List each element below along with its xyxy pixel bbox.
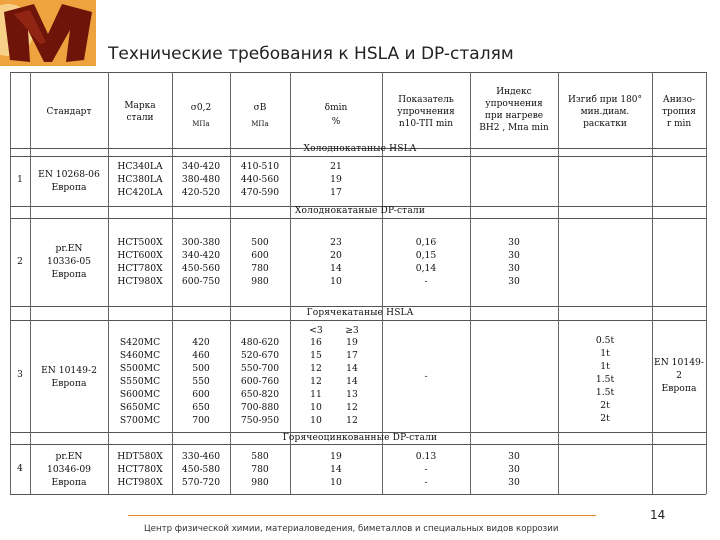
header-n-index: Показатель упрочнения n10-ТП min bbox=[397, 95, 455, 129]
row-grades: HDT580X HCT780X HCT980X bbox=[117, 451, 163, 488]
column-divider bbox=[652, 72, 653, 494]
header-grade: Марка стали bbox=[124, 101, 156, 123]
table-left-border bbox=[10, 72, 11, 494]
row-grades: HCT500X HCT600X HCT780X HCT980X bbox=[117, 237, 163, 287]
section-divider bbox=[10, 218, 706, 219]
row-elongation-thin-header: <3 bbox=[309, 325, 323, 336]
header-delta: δmin bbox=[324, 103, 348, 113]
row-number: 4 bbox=[17, 464, 23, 474]
row-number: 2 bbox=[17, 257, 23, 267]
logo-mark-icon bbox=[0, 0, 96, 66]
section-divider bbox=[10, 306, 706, 307]
row-elongation-thin: 16 15 12 12 11 10 10 bbox=[310, 337, 322, 426]
row-bend: 0.5t 1t 1t 1.5t 1.5t 2t 2t bbox=[595, 335, 615, 424]
table-top-border bbox=[10, 72, 706, 73]
row-standard: pr.EN 10346-09 Европа bbox=[46, 451, 92, 488]
row-number: 3 bbox=[17, 370, 23, 380]
header-bend: Изгиб при 180° мин.диам. раскатки bbox=[567, 95, 643, 129]
row-yield: 340-420 380-480 420-520 bbox=[181, 161, 221, 198]
row-standard: EN 10268-06 Европа bbox=[38, 169, 100, 193]
section-divider bbox=[10, 444, 706, 445]
row-n-index: 0,16 0,15 0,14 - bbox=[415, 237, 437, 287]
row-bh-index: 30 30 30 30 bbox=[508, 237, 520, 287]
row-bh-index: 30 30 30 bbox=[508, 451, 520, 488]
header-sigma02-unit: МПа bbox=[192, 120, 210, 128]
row-tensile: 580 780 980 bbox=[251, 451, 269, 488]
row-standard: EN 10149-2 Европа bbox=[41, 365, 97, 389]
footer-text: Центр физической химии, материаловедения, биметаллов и специальных видов коррозии bbox=[144, 524, 559, 534]
table-right-border bbox=[706, 72, 707, 494]
column-divider bbox=[558, 72, 559, 494]
section-divider bbox=[10, 320, 706, 321]
header-sigma02: σ0,2 bbox=[190, 103, 212, 113]
row-elongation: 19 14 10 bbox=[330, 451, 342, 488]
row-elongation-thick: 19 17 14 14 13 12 12 bbox=[346, 337, 358, 426]
header-sigmaB: σВ bbox=[253, 103, 267, 113]
row-anisotropy: EN 10149- 2 Европа bbox=[654, 357, 704, 394]
row-tensile: 480-620 520-670 550-700 600-760 650-820 700-880 750-950 bbox=[240, 337, 280, 426]
page-number: 14 bbox=[650, 508, 666, 522]
row-elongation: 23 20 14 10 bbox=[330, 237, 342, 287]
header-anisotropy: Анизо- тропия r min bbox=[662, 95, 696, 129]
row-yield: 330-460 450-580 570-720 bbox=[181, 451, 221, 488]
page-title: Технические требования к HSLA и DP-сталям bbox=[108, 44, 514, 64]
row-number: 1 bbox=[17, 175, 23, 185]
row-n-index: 0.13 - - bbox=[415, 451, 437, 488]
section-hot-galv-dp: Горячеоцинкованные DP-стали bbox=[282, 433, 438, 443]
section-cold-dp: Холоднокатаные DP-стали bbox=[294, 206, 426, 216]
row-tensile: 500 600 780 980 bbox=[251, 237, 269, 287]
header-bh-index: Индекс упрочнения при нагреве BH2 , Мпа min bbox=[479, 87, 549, 133]
section-hot-hsla: Горячекатаные HSLA bbox=[306, 308, 414, 318]
row-yield: 420 460 500 550 600 650 700 bbox=[192, 337, 210, 426]
row-n-index: - bbox=[424, 371, 428, 382]
footer-rule bbox=[128, 515, 596, 516]
header-sigmaB-unit: МПа bbox=[251, 120, 269, 128]
section-divider bbox=[10, 156, 706, 157]
logo bbox=[0, 0, 96, 66]
header-standard: Стандарт bbox=[46, 107, 92, 117]
table-bottom-border bbox=[10, 494, 706, 495]
row-tensile: 410-510 440-560 470-590 bbox=[240, 161, 280, 198]
row-grades: HC340LA HC380LA HC420LA bbox=[117, 161, 163, 198]
row-elongation-thick-header: ≥3 bbox=[345, 325, 359, 336]
row-yield: 300-380 340-420 450-560 600-750 bbox=[181, 237, 221, 287]
row-elongation: 21 19 17 bbox=[330, 161, 342, 198]
section-cold-hsla: Холоднокатаные HSLA bbox=[303, 144, 417, 154]
column-divider bbox=[30, 72, 31, 494]
row-grades: S420MC S460MC S500MC S550MC S600MC S650MC S700MC bbox=[119, 337, 161, 426]
header-delta-unit: % bbox=[331, 117, 341, 127]
row-standard: pr.EN 10336-05 Европа bbox=[46, 243, 92, 280]
